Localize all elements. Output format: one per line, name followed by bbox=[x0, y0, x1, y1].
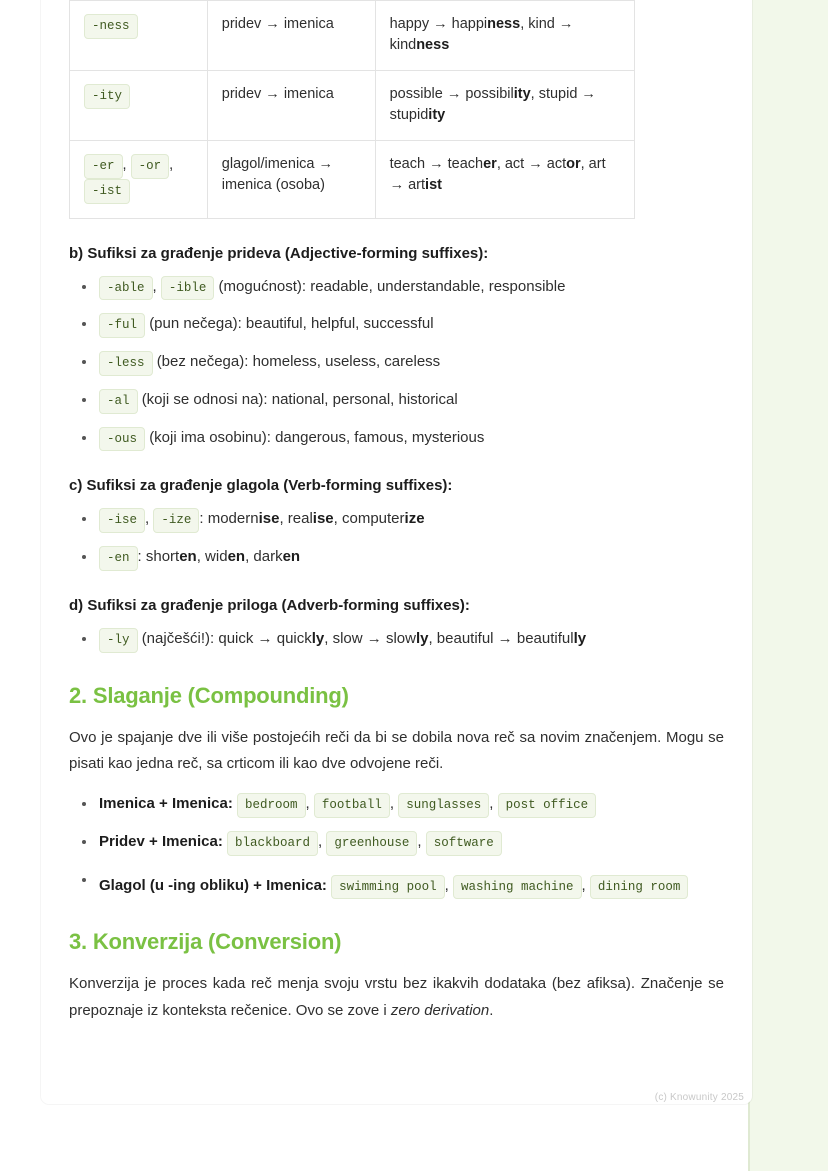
compound-chip: dining room bbox=[590, 875, 689, 900]
compound-chip: greenhouse bbox=[326, 831, 417, 856]
list-item-label: Imenica + Imenica: bbox=[99, 795, 233, 813]
list-item bbox=[69, 427, 724, 452]
list-adjective-suffixes bbox=[69, 276, 724, 452]
suffix-chip: -ity bbox=[84, 84, 130, 109]
list-item-label: Pridev + Imenica: bbox=[99, 832, 223, 850]
list-item: Pridev + Imenica: blackboard , greenhouse , software bbox=[69, 831, 724, 856]
suffix-chip: -ness bbox=[84, 14, 138, 39]
heading-adjective-suffixes: b) Sufiksi za građenje prideva (Adjective-forming suffixes): bbox=[69, 244, 489, 262]
list-item bbox=[69, 313, 724, 338]
suffix-table bbox=[69, 0, 635, 219]
table-cell-suffix bbox=[70, 71, 208, 141]
table-cell-examples: happy → happiness, kind → kindness bbox=[375, 1, 634, 71]
paragraph-compounding: Ovo je spajanje dve ili više postojećih reči da bi se dobila nova reč sa novim značenjem. Mogu se pisati kao jedna reč, sa crticom ili kao dve odvojene reči. bbox=[69, 728, 724, 772]
heading-conversion: 3. Konverzija (Conversion) bbox=[69, 929, 342, 955]
list-item-text: (pun nečega): beautiful, helpful, successful bbox=[149, 315, 434, 333]
suffix-chip: -able bbox=[99, 276, 153, 301]
list-compounding bbox=[69, 793, 724, 899]
suffix-table-body bbox=[70, 1, 635, 219]
table-cell-suffix: -er , -or , -ist bbox=[70, 141, 208, 219]
suffix-chip: -ful bbox=[99, 313, 145, 338]
compound-chip: bedroom bbox=[237, 793, 306, 818]
list-item: -able , -ible (mogućnost): readable, understandable, responsible bbox=[69, 276, 724, 301]
suffix-chip: -er bbox=[84, 154, 123, 179]
compound-chip: post office bbox=[498, 793, 597, 818]
table-cell-transform: glagol/imenica → imenica (osoba) bbox=[207, 141, 375, 219]
table-cell-transform: pridev → imenica bbox=[207, 71, 375, 141]
list-item-label: Glagol (u -ing obliku) + Imenica: bbox=[99, 876, 327, 894]
list-verb-suffixes bbox=[69, 508, 724, 571]
list-item-text: (najčešći!): quick → quickly, slow → slowly, beautiful → beautifully bbox=[141, 629, 587, 647]
list-item bbox=[69, 628, 724, 653]
table-cell-examples: possible → possibility, stupid → stupidity bbox=[375, 71, 634, 141]
table-row bbox=[70, 141, 635, 219]
list-adverb-suffixes bbox=[69, 628, 724, 653]
list-item-text: (koji ima osobinu): dangerous, famous, mysterious bbox=[149, 428, 485, 446]
compound-chip: software bbox=[426, 831, 502, 856]
compound-chip: sunglasses bbox=[398, 793, 489, 818]
suffix-chip: -less bbox=[99, 351, 153, 376]
paragraph-conversion: Konverzija je proces kada reč menja svoju vrstu bez ikakvih dodataka (bez afiksa). Značenje se prepoznaje iz konteksta rečenice. Ovo se zove i zero derivation. bbox=[69, 975, 724, 1019]
table-row bbox=[70, 1, 635, 71]
list-item-text: (koji se odnosi na): national, personal, historical bbox=[141, 390, 458, 408]
suffix-chip: -ous bbox=[99, 427, 145, 452]
list-item-text: (mogućnost): readable, understandable, responsible bbox=[218, 277, 566, 295]
compound-chip: swimming pool bbox=[331, 875, 445, 900]
suffix-chip: -ize bbox=[153, 508, 199, 533]
page-side-band bbox=[750, 0, 828, 1171]
suffix-chip: -ist bbox=[84, 179, 130, 204]
list-item: -ise , -ize : modernise, realise, computerize bbox=[69, 508, 724, 533]
list-item: Glagol (u -ing obliku) + Imenica: swimming pool , washing machine , dining room bbox=[69, 869, 724, 900]
list-item bbox=[69, 546, 724, 571]
copyright-watermark: (c) Knowunity 2025 bbox=[654, 1092, 744, 1103]
list-item-text: : modernise, realise, computerize bbox=[199, 510, 425, 528]
table-cell-suffix bbox=[70, 1, 208, 71]
document-sheet bbox=[41, 0, 752, 1104]
suffix-chip: -al bbox=[99, 389, 138, 414]
compound-chip: football bbox=[314, 793, 390, 818]
suffix-chip: -ible bbox=[161, 276, 215, 301]
list-item bbox=[69, 389, 724, 414]
suffix-chip: -en bbox=[99, 546, 138, 571]
list-item-text: (bez nečega): homeless, useless, careless bbox=[156, 353, 441, 371]
list-item: Imenica + Imenica: bedroom , football , sunglasses , post office bbox=[69, 793, 724, 818]
suffix-chip: -or bbox=[131, 154, 170, 179]
list-item bbox=[69, 351, 724, 376]
suffix-chip: -ly bbox=[99, 628, 138, 653]
heading-adverb-suffixes: d) Sufiksi za građenje priloga (Adverb-forming suffixes): bbox=[69, 596, 470, 614]
compound-chip: blackboard bbox=[227, 831, 318, 856]
table-cell-transform: pridev → imenica bbox=[207, 1, 375, 71]
table-row bbox=[70, 71, 635, 141]
heading-compounding: 2. Slaganje (Compounding) bbox=[69, 682, 349, 708]
document-content bbox=[41, 0, 752, 1024]
compound-chip: washing machine bbox=[453, 875, 582, 900]
list-item-text: : shorten, widen, darken bbox=[137, 548, 301, 566]
table-cell-examples: teach → teacher, act → actor, art → artist bbox=[375, 141, 634, 219]
heading-verb-suffixes: c) Sufiksi za građenje glagola (Verb-forming suffixes): bbox=[69, 477, 453, 495]
suffix-chip: -ise bbox=[99, 508, 145, 533]
